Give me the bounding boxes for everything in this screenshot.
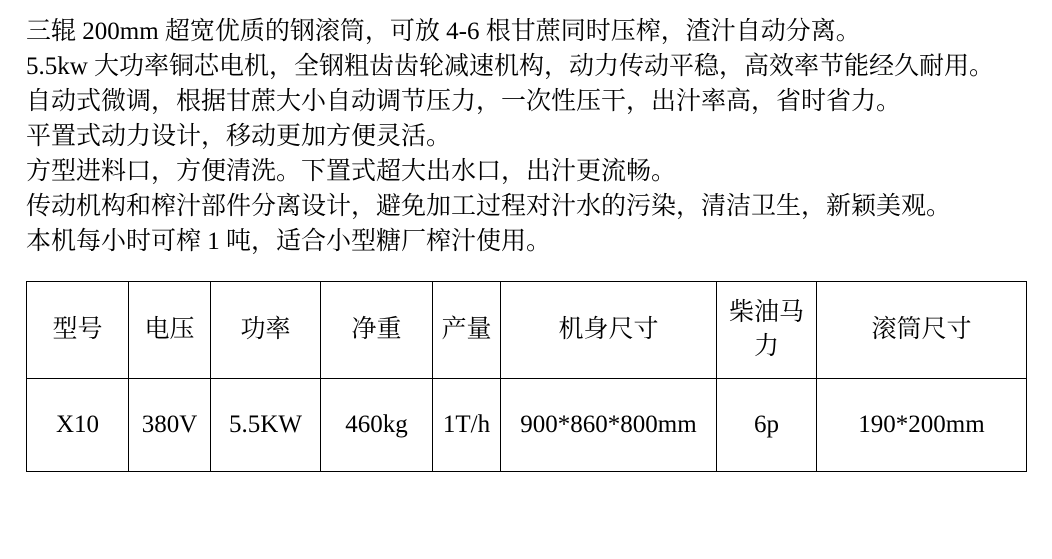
table-cell: 460kg: [321, 379, 433, 472]
table-header-cell: 机身尺寸: [501, 282, 717, 379]
description-line: 三辊 200mm 超宽优质的钢滚筒，可放 4-6 根甘蔗同时压榨，渣汁自动分离。: [26, 18, 861, 45]
table-header-cell: 净重: [321, 282, 433, 379]
table-cell: 380V: [129, 379, 211, 472]
table-header-cell: 柴油马力: [717, 282, 817, 379]
description-line: 本机每小时可榨 1 吨，适合小型糖厂榨汁使用。: [26, 228, 552, 255]
table-header-cell: 电压: [129, 282, 211, 379]
description-line: 平置式动力设计，移动更加方便灵活。: [26, 123, 452, 150]
table-cell: X10: [27, 379, 129, 472]
table-header-cell: 功率: [211, 282, 321, 379]
table-row: [27, 379, 1027, 472]
description-line: 传动机构和榨汁部件分离设计，避免加工过程对汁水的污染，清洁卫生，新颖美观。: [26, 193, 952, 220]
description-line: 方型进料口，方便清洗。下置式超大出水口，出汁更流畅。: [26, 158, 677, 185]
table-cell: 190*200mm: [817, 379, 1027, 472]
table-cell: 900*860*800mm: [501, 379, 717, 472]
description-line: 5.5kw 大功率铜芯电机，全钢粗齿齿轮减速机构，动力传动平稳，高效率节能经久耐用。: [26, 53, 995, 80]
table-cell: 5.5KW: [211, 379, 321, 472]
product-description: [26, 14, 1034, 259]
table-header-cell: 产量: [433, 282, 501, 379]
table-header-cell: 滚筒尺寸: [817, 282, 1027, 379]
table-header-row: [27, 282, 1027, 379]
table-cell: 6p: [717, 379, 817, 472]
description-line: 自动式微调，根据甘蔗大小自动调节压力，一次性压干，出汁率高，省时省力。: [26, 88, 902, 115]
specification-table: [26, 281, 1027, 472]
table-cell: 1T/h: [433, 379, 501, 472]
table-header-cell: 型号: [27, 282, 129, 379]
